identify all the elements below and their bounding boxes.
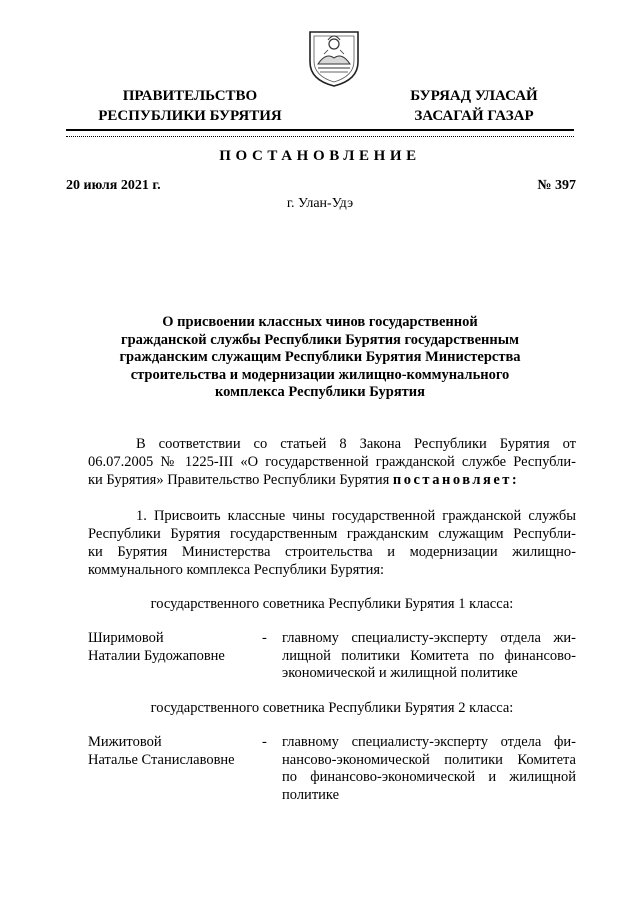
document-type: ПОСТАНОВЛЕНИЕ (219, 148, 421, 164)
preamble-line (88, 472, 576, 490)
appointee-position (282, 734, 576, 804)
list-dash: - (262, 630, 267, 646)
subject-line: строительства и модернизации жилищно-коммунального (130, 366, 510, 383)
coat-of-arms-icon (306, 26, 362, 88)
document-subject (112, 314, 528, 402)
subject-line: О присвоении классных чинов государственной (162, 314, 478, 330)
position-line: политике (282, 786, 340, 803)
surname: Ширимовой (88, 630, 164, 646)
position-line: главному специалисту-эксперту отдела жи- (282, 630, 576, 646)
appointee-position (282, 630, 576, 683)
government-name-russian (80, 86, 300, 126)
header-divider (66, 129, 574, 131)
clause-line: Республики Бурятия государственным гражданским служащим Республи- (88, 526, 576, 542)
subject-line: гражданской службы Республики Бурятия государственным (121, 331, 519, 348)
given-names: Наталии Будожаповне (88, 647, 225, 664)
rank-heading-2: государственного советника Республики Бурятия 2 класса: (150, 700, 514, 716)
government-name-buryat (386, 86, 562, 126)
document-number: № 397 (537, 178, 576, 193)
clause-line: 1. Присвоить классные чины государственной гражданской службы (136, 508, 576, 524)
org-line-1: БУРЯАД УЛАСАЙ (410, 88, 538, 104)
preamble-line: В соответствии со статьей 8 Закона Республики Бурятия от (136, 436, 576, 452)
preamble-line: 06.07.2005 № 1225-III «О государственной гражданской службе Республи- (88, 454, 576, 470)
position-line: экономической и жилищной политике (282, 665, 518, 682)
position-line: лищной политики Комитета по финансово- (282, 647, 576, 664)
clause-line: ки Бурятия Министерства строительства и модернизации жилищно- (88, 544, 576, 560)
position-line: нансово-экономической политики Комитета (282, 751, 576, 768)
org-line-2: ЗАСАГАЙ ГАЗАР (414, 108, 534, 124)
subject-line: комплекса Республики Бурятия (215, 384, 425, 401)
resolves-word: постановляет: (392, 472, 520, 488)
list-dash: - (262, 734, 267, 750)
rank-heading-1: государственного советника Республики Бурятия 1 класса: (150, 596, 514, 612)
given-names: Наталье Станиславовне (88, 751, 235, 768)
org-line-1: ПРАВИТЕЛЬСТВО (122, 88, 258, 104)
appointee-name (88, 630, 268, 665)
document-city: г. Улан-Удэ (286, 196, 354, 211)
document-date: 20 июля 2021 г. (66, 178, 161, 193)
subject-line: гражданским служащим Республики Бурятия Министерства (119, 349, 521, 366)
preamble-text: ки Бурятия» Правительство Республики Бурятия (88, 472, 393, 488)
surname: Мижитовой (88, 734, 162, 750)
appointee-name (88, 734, 268, 769)
position-line: по финансово-экономической и жилищной (282, 769, 576, 786)
header-dotted-divider (66, 136, 574, 137)
org-line-2: РЕСПУБЛИКИ БУРЯТИЯ (98, 108, 282, 124)
clause-line: коммунального комплекса Республики Бурятия: (88, 562, 385, 578)
position-line: главному специалисту-эксперту отдела фи- (282, 734, 576, 750)
